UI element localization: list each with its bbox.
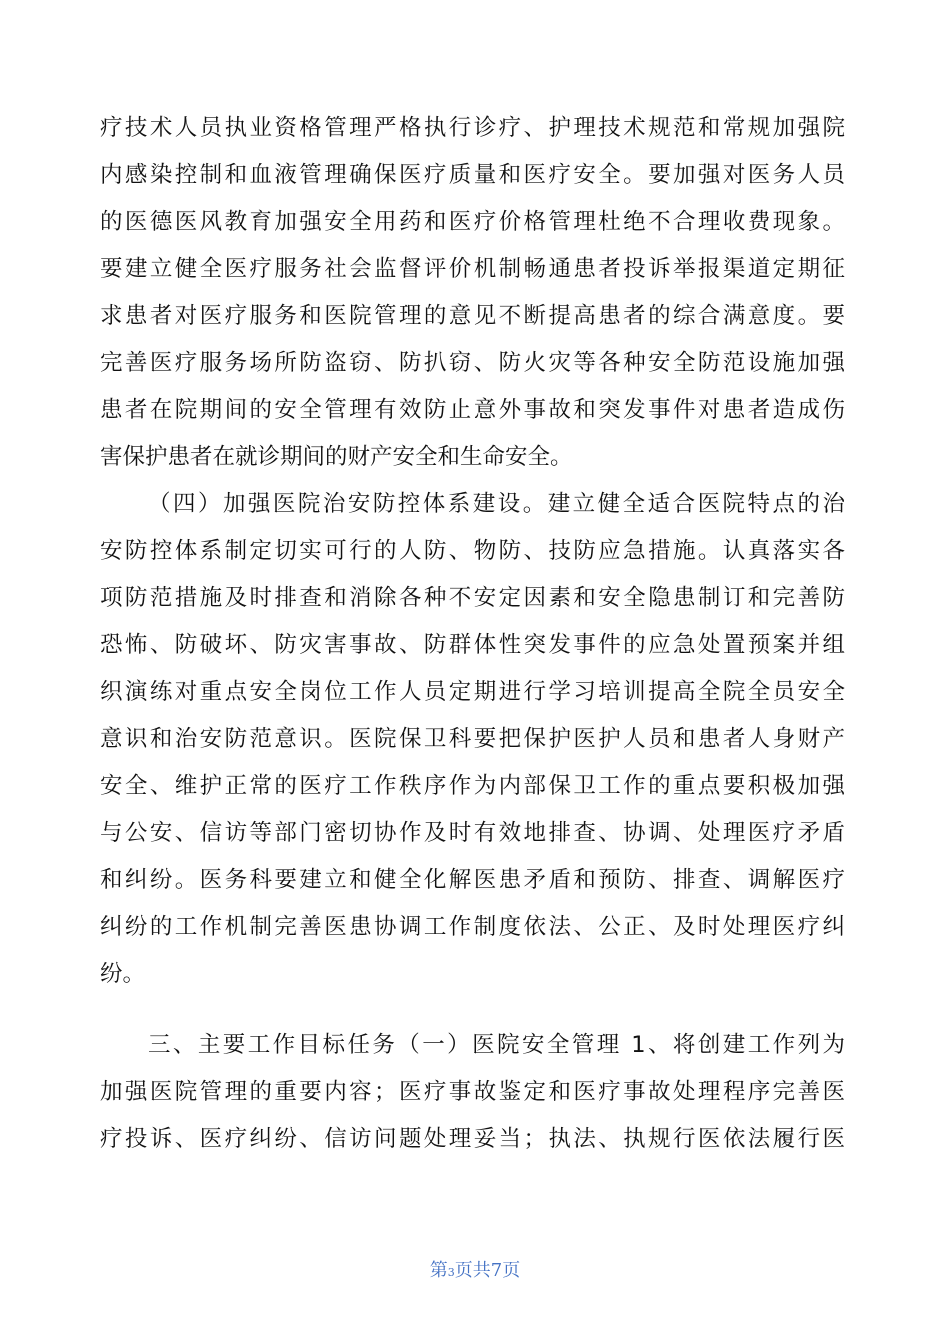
text-line: 内感染控制和血液管理确保医疗质量和医疗安全。要加强对医务人员: [100, 162, 845, 188]
text-line: 疗投诉、医疗纠纷、信访问题处理妥当；执法、执规行医依法履行医: [100, 1126, 845, 1152]
text-line: 安全、维护正常的医疗工作秩序作为内部保卫工作的重点要积极加强: [100, 773, 845, 799]
footer-total-pages: 7: [490, 1260, 503, 1281]
text-line: 患者在院期间的安全管理有效防止意外事故和突发事件对患者造成伤: [100, 397, 845, 423]
text-line: 加强医院管理的重要内容；医疗事故鉴定和医疗事故处理程序完善医: [100, 1079, 845, 1105]
text-line: 恐怖、防破坏、防灾害事故、防群体性突发事件的应急处置预案并组: [100, 632, 845, 658]
footer-suffix: 页: [502, 1260, 521, 1281]
text-line: 要建立健全医疗服务社会监督评价机制畅通患者投诉举报渠道定期征: [100, 256, 845, 282]
footer-page-number: 3: [447, 1266, 455, 1279]
footer-middle: 页共: [454, 1260, 491, 1281]
paragraph-first-line: 三、主要工作目标任务（一）医院安全管理 1、将创建工作列为: [148, 1032, 845, 1058]
text-line: 和纠纷。医务科要建立和健全化解医患矛盾和预防、排查、调解医疗: [100, 867, 845, 893]
text-line: 完善医疗服务场所防盗窃、防扒窃、防火灾等各种安全防范设施加强: [100, 350, 845, 376]
text-line: 害保护患者在就诊期间的财产安全和生命安全。: [100, 444, 573, 470]
footer-prefix: 第: [429, 1260, 448, 1281]
paragraph-first-line: （四）加强医院治安防控体系建设。建立健全适合医院特点的治: [148, 491, 845, 517]
page-footer: [0, 1256, 950, 1288]
text-line: 与公安、信访等部门密切协作及时有效地排查、协调、处理医疗矛盾: [100, 820, 845, 846]
text-line: 纠纷的工作机制完善医患协调工作制度依法、公正、及时处理医疗纠: [100, 914, 845, 940]
text-line: 的医德医风教育加强安全用药和医疗价格管理杜绝不合理收费现象。: [100, 209, 845, 235]
text-line: 项防范措施及时排查和消除各种不安定因素和安全隐患制订和完善防: [100, 585, 845, 611]
text-line: 求患者对医疗服务和医院管理的意见不断提高患者的综合满意度。要: [100, 303, 845, 329]
text-line: 纷。: [100, 961, 146, 987]
text-line: 织演练对重点安全岗位工作人员定期进行学习培训提高全院全员安全: [100, 679, 845, 705]
text-line: 安防控体系制定切实可行的人防、物防、技防应急措施。认真落实各: [100, 538, 845, 564]
text-line: 疗技术人员执业资格管理严格执行诊疗、护理技术规范和常规加强院: [100, 115, 845, 141]
text-line: 意识和治安防范意识。医院保卫科要把保护医护人员和患者人身财产: [100, 726, 845, 752]
